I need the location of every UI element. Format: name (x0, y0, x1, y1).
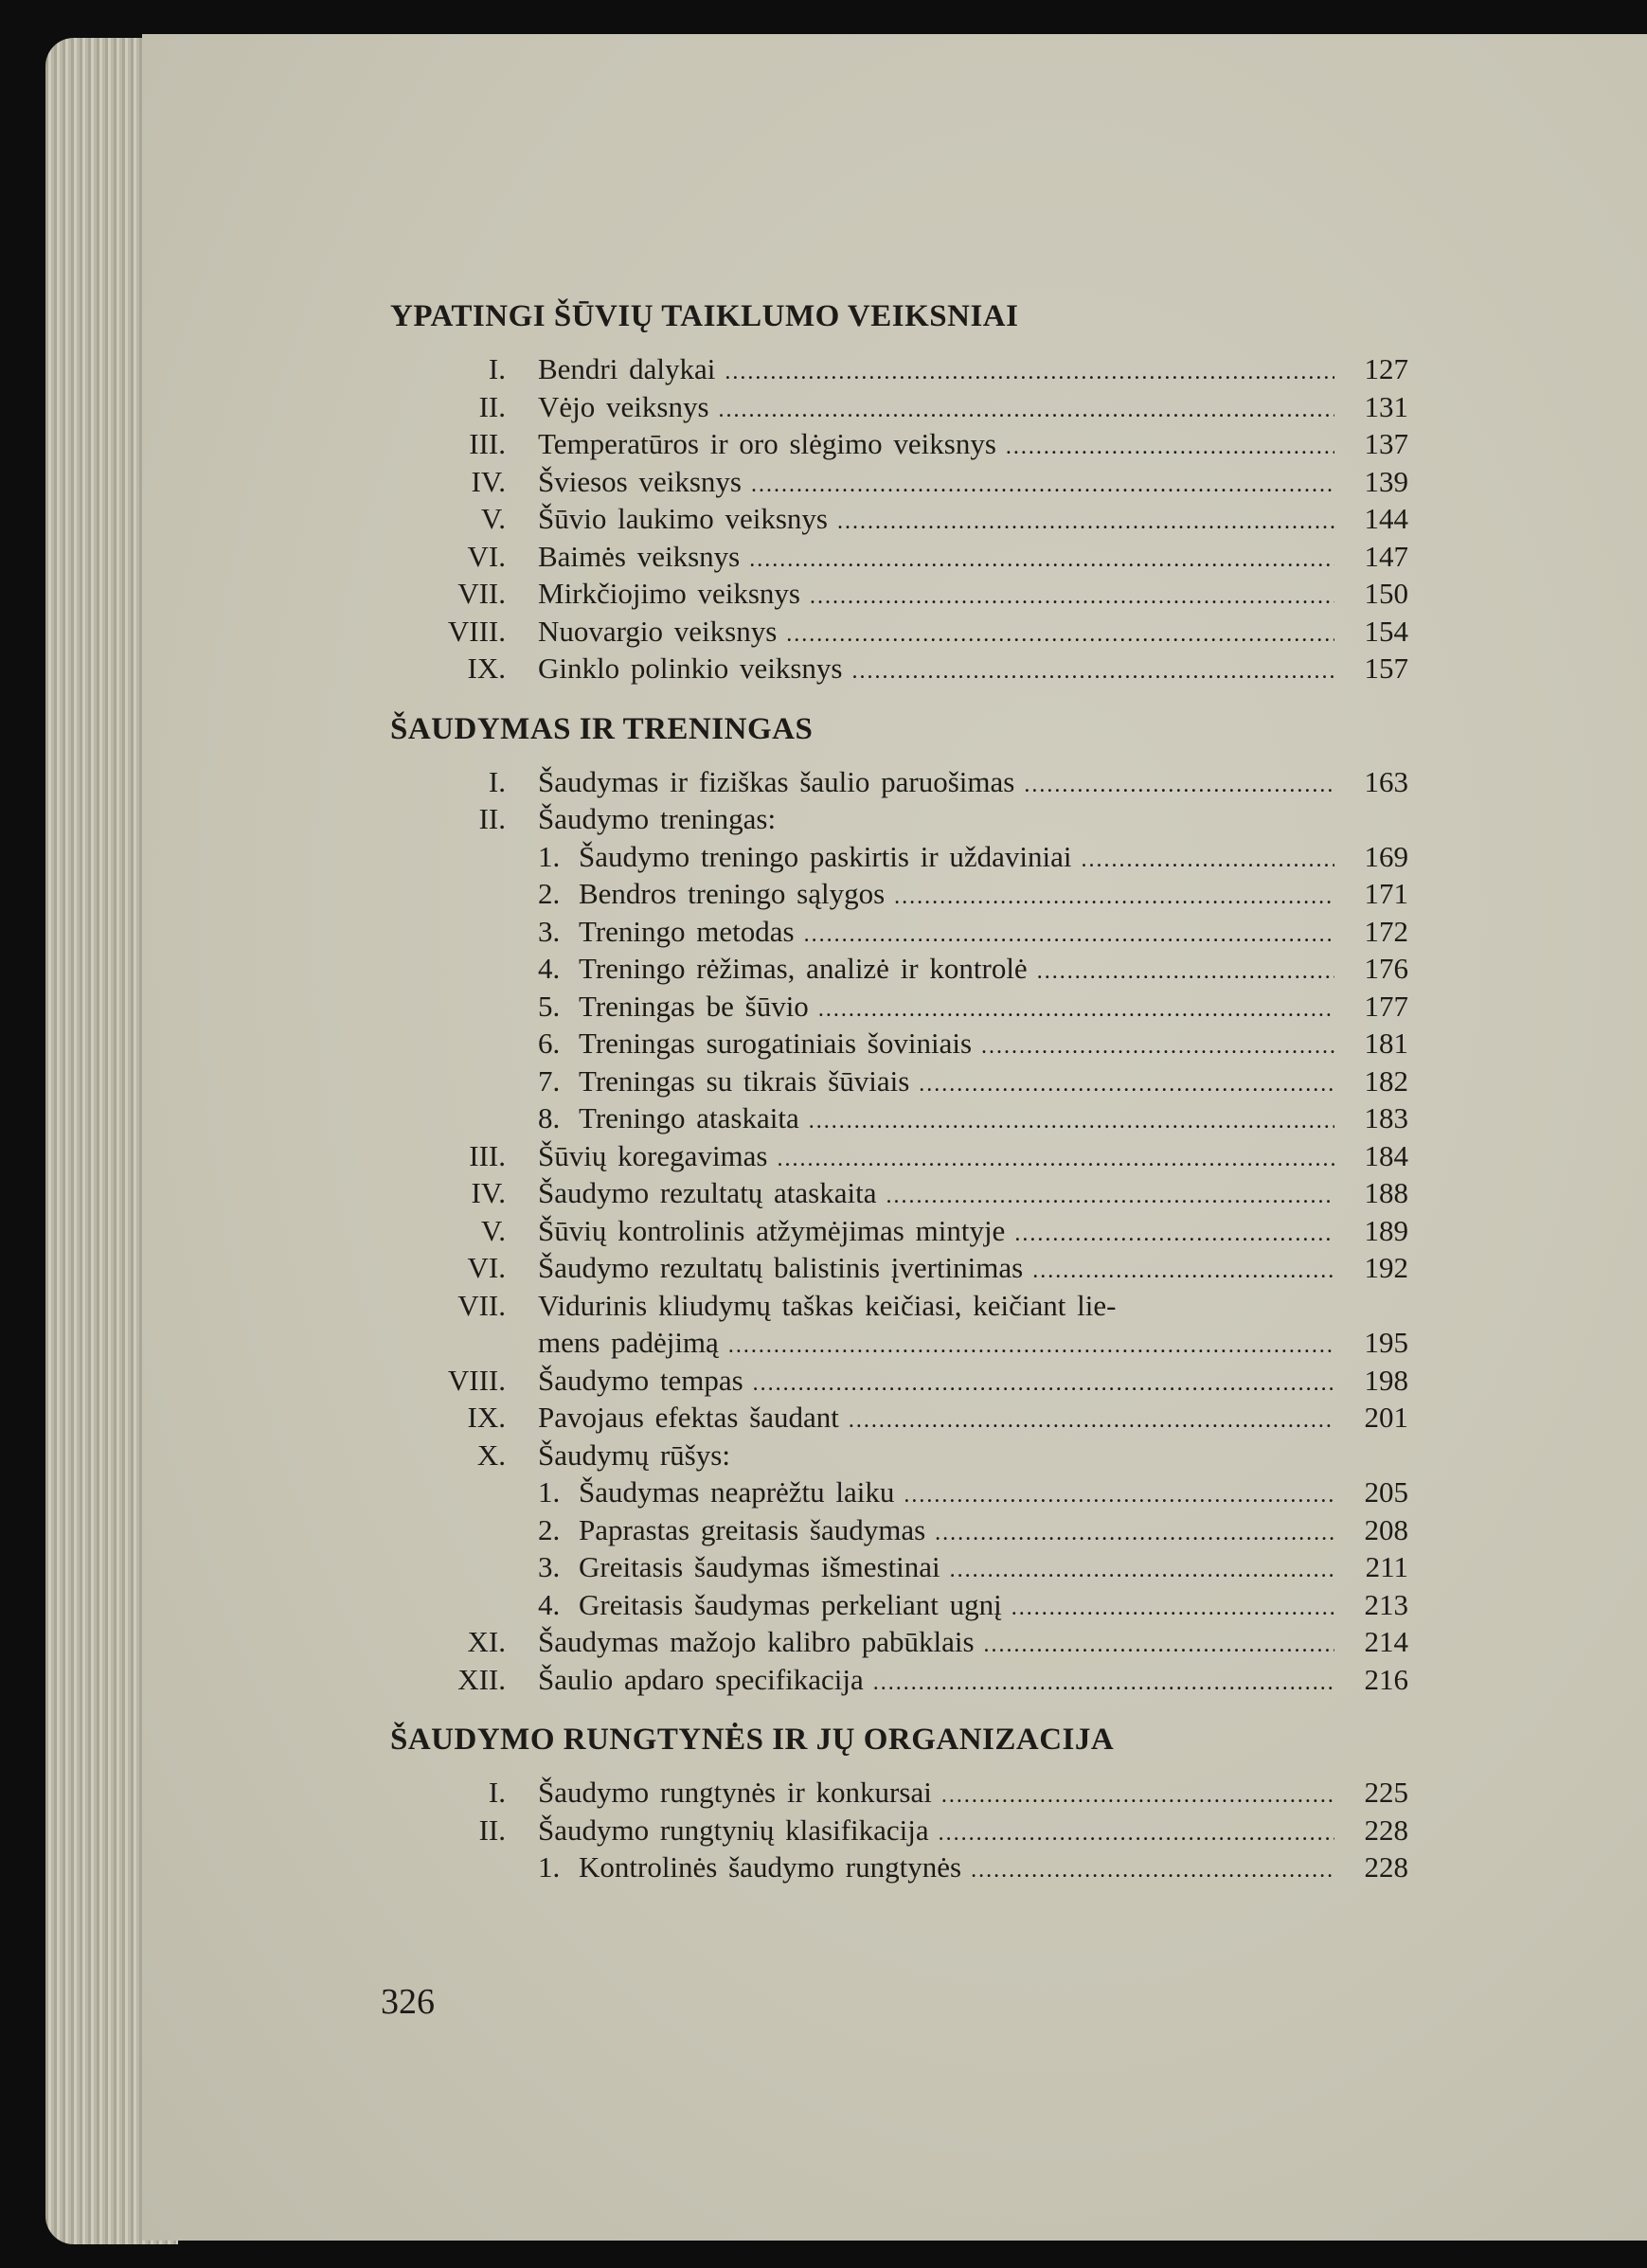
toc-entry (390, 1812, 1408, 1849)
toc-entry (390, 875, 1408, 913)
dot-leader (873, 1665, 1334, 1703)
dot-leader (935, 1515, 1334, 1553)
sub-entry-number: 1. (538, 1475, 561, 1509)
entry-title: Bendros treningo sąlygos (579, 877, 886, 910)
sub-entry-number: 3. (538, 914, 561, 948)
dot-leader (1006, 429, 1334, 467)
entry-page: 137 (1364, 427, 1408, 460)
entry-title: Šūvių kontrolinis atžymėjimas mintyje (538, 1213, 1006, 1247)
toc-entry (390, 1137, 1408, 1175)
entry-title: Šaudymo rezultatų balistinis įvertinimas (538, 1251, 1024, 1284)
dot-leader (810, 579, 1334, 616)
dot-leader (1082, 842, 1334, 880)
entry-title-continuation: mens padėjimą (538, 1326, 719, 1359)
entry-page: 205 (1364, 1475, 1408, 1509)
entry-page: 183 (1364, 1101, 1408, 1134)
entry-title: Šaudymas ir fiziškas šaulio paruošimas (538, 764, 1015, 798)
entry-page: 216 (1364, 1662, 1408, 1696)
entry-title: Ginklo polinkio veiksnys (538, 652, 843, 685)
page-number: 326 (381, 1982, 435, 2022)
dot-leader (728, 1328, 1334, 1366)
sub-entry-number: 2. (538, 877, 561, 910)
dot-leader (1014, 1216, 1334, 1254)
entry-roman-numeral: I. (488, 764, 506, 798)
toc-entry (390, 1548, 1408, 1586)
dot-leader (818, 991, 1334, 1029)
toc-entry (390, 800, 1408, 838)
sub-entry-number: 6. (538, 1027, 561, 1060)
toc-entry (390, 950, 1408, 988)
entry-title: Šviesos veiksnys (538, 464, 742, 498)
toc-entry (390, 1025, 1408, 1063)
toc-entry (390, 613, 1408, 651)
dot-leader (1037, 954, 1334, 991)
toc-entry (390, 463, 1408, 501)
entry-roman-numeral: I. (488, 352, 506, 385)
entry-page: 225 (1364, 1776, 1408, 1809)
toc-entry (390, 1511, 1408, 1549)
entry-roman-numeral: VII. (457, 577, 506, 610)
dot-leader (809, 1103, 1334, 1141)
entry-title: Bendri dalykai (538, 352, 716, 385)
dot-leader (939, 1815, 1334, 1853)
spacer (390, 750, 1408, 763)
section-heading: YPATINGI ŠŪVIŲ TAIKLUMO VEIKSNIAI (390, 299, 1019, 333)
sub-entry-number: 3. (538, 1550, 561, 1583)
entry-page: 228 (1364, 1850, 1408, 1884)
entry-page: 131 (1364, 389, 1408, 423)
dot-leader (719, 392, 1334, 430)
sub-entry-number: 2. (538, 1512, 561, 1546)
dot-leader (786, 616, 1334, 654)
entry-roman-numeral: IX. (467, 652, 506, 685)
entry-title: Treningas be šūvio (579, 989, 809, 1023)
dot-leader (751, 467, 1334, 505)
entry-roman-numeral: II. (478, 802, 506, 835)
toc-entry (390, 1362, 1408, 1400)
entry-page: 198 (1364, 1363, 1408, 1397)
entry-page: 163 (1364, 764, 1408, 798)
entry-page: 208 (1364, 1512, 1408, 1546)
toc-entry (390, 1174, 1408, 1212)
entry-roman-numeral: VII. (457, 1288, 506, 1322)
dot-leader (837, 504, 1334, 542)
entry-roman-numeral: II. (478, 389, 506, 423)
entry-title: Vėjo veiksnys (538, 389, 709, 423)
entry-roman-numeral: I. (488, 1776, 506, 1809)
entry-page: 154 (1364, 614, 1408, 648)
entry-page: 139 (1364, 464, 1408, 498)
dot-leader (984, 1627, 1334, 1665)
entry-title: Kontrolinės šaudymo rungtynės (579, 1850, 962, 1884)
sub-entry-number: 5. (538, 989, 561, 1023)
dot-leader (1032, 1253, 1334, 1291)
entry-page: 157 (1364, 652, 1408, 685)
entry-title: Treningas surogatiniais šoviniais (579, 1027, 973, 1060)
toc-entry (390, 913, 1408, 951)
toc-entry (390, 1661, 1408, 1699)
toc-entry (390, 350, 1408, 388)
dot-leader (919, 1066, 1334, 1104)
entry-page: 201 (1364, 1401, 1408, 1434)
entry-page: 144 (1364, 502, 1408, 535)
entry-page: 150 (1364, 577, 1408, 610)
dot-leader (778, 1141, 1335, 1179)
dot-leader (886, 1178, 1335, 1216)
entry-title: Šaudymo rungtynės ir konkursai (538, 1776, 932, 1809)
entry-roman-numeral: XII. (457, 1662, 506, 1696)
spacer (390, 1760, 1408, 1774)
entry-title: Treningas su tikrais šūviais (579, 1063, 910, 1098)
entry-page: 184 (1364, 1138, 1408, 1172)
entry-roman-numeral: IX. (467, 1401, 506, 1434)
entry-page: 171 (1364, 877, 1408, 910)
sub-entry-number: 1. (538, 1850, 561, 1884)
toc-entry (390, 1774, 1408, 1812)
entry-page: 182 (1364, 1063, 1408, 1098)
entry-roman-numeral: IV. (471, 464, 506, 498)
entry-title: Šaudymų rūšys: (538, 1438, 730, 1472)
toc-entry (390, 575, 1408, 613)
dot-leader (904, 1477, 1334, 1515)
toc-entry (390, 1063, 1408, 1100)
dot-leader (894, 879, 1334, 917)
entry-roman-numeral: V. (480, 502, 506, 535)
toc-entry (390, 1473, 1408, 1511)
sub-entry-number: 4. (538, 952, 561, 985)
sub-entry-number: 7. (538, 1063, 561, 1098)
sub-entry-number: 8. (538, 1101, 561, 1134)
entry-page: 189 (1364, 1213, 1408, 1247)
entry-title: Šaulio apdaro specifikacija (538, 1662, 864, 1696)
table-of-contents (390, 295, 1408, 1886)
dot-leader (749, 542, 1334, 580)
section-heading: ŠAUDYMO RUNGTYNĖS IR JŲ ORGANIZACIJA (390, 1723, 1115, 1757)
toc-entry (390, 763, 1408, 801)
dot-leader (725, 354, 1334, 392)
entry-roman-numeral: VIII. (447, 614, 506, 648)
entry-roman-numeral: X. (476, 1438, 506, 1472)
section-heading: ŠAUDYMAS IR TRENINGAS (390, 711, 814, 746)
entry-title: Šaudymas mažojo kalibro pabūklais (538, 1625, 975, 1658)
entry-page: 169 (1364, 839, 1408, 873)
entry-title: Šaudymo tempas (538, 1363, 743, 1397)
entry-title: Temperatūros ir oro slėgimo veiksnys (538, 427, 996, 460)
entry-page: 176 (1364, 952, 1408, 985)
dot-leader (1024, 767, 1334, 805)
entry-page: 188 (1364, 1176, 1408, 1209)
entry-roman-numeral: VI. (467, 539, 506, 573)
entry-page: 172 (1364, 914, 1408, 948)
toc-entry (390, 1212, 1408, 1250)
entry-page: 181 (1364, 1027, 1408, 1060)
entry-roman-numeral: VI. (467, 1251, 506, 1284)
entry-page: 211 (1365, 1550, 1408, 1583)
entry-roman-numeral: XI. (467, 1625, 506, 1658)
toc-entry (390, 1287, 1408, 1325)
toc-entry (390, 650, 1408, 688)
toc-entry (390, 1586, 1408, 1624)
entry-page: 228 (1364, 1813, 1408, 1847)
toc-entry-continuation (390, 1324, 1408, 1362)
entry-roman-numeral: IV. (471, 1176, 506, 1209)
dot-leader (971, 1852, 1334, 1890)
toc-entry (390, 1249, 1408, 1287)
entry-title: Treningo metodas (579, 914, 795, 948)
toc-entry (390, 1399, 1408, 1437)
entry-roman-numeral: III. (469, 427, 506, 460)
entry-title: Treningo rėžimas, analizė ir kontrolė (579, 952, 1028, 985)
entry-roman-numeral: V. (480, 1213, 506, 1247)
toc-entry (390, 425, 1408, 463)
entry-title: Pavojaus efektas šaudant (538, 1401, 839, 1434)
entry-title: Treningo ataskaita (579, 1101, 799, 1134)
toc-entry (390, 1099, 1408, 1137)
entry-roman-numeral: III. (469, 1138, 506, 1172)
entry-title: Paprastas greitasis šaudymas (579, 1512, 926, 1546)
toc-entry (390, 500, 1408, 538)
toc-entry (390, 1437, 1408, 1474)
toc-entry (390, 988, 1408, 1026)
toc-entry (390, 538, 1408, 576)
entry-title: Šaudymo treningas: (538, 802, 777, 835)
entry-page: 214 (1364, 1625, 1408, 1658)
entry-title: Šaudymas neaprėžtu laiku (579, 1475, 895, 1509)
entry-title: Nuovargio veiksnys (538, 614, 778, 648)
entry-page: 177 (1364, 989, 1408, 1023)
entry-page: 127 (1364, 352, 1408, 385)
toc-entry (390, 1623, 1408, 1661)
dot-leader (1011, 1590, 1334, 1628)
dot-leader (950, 1552, 1334, 1590)
entry-title: Šaudymo rezultatų ataskaita (538, 1176, 877, 1209)
entry-title: Šaudymo treningo paskirtis ir uždaviniai (579, 839, 1072, 873)
entry-page: 213 (1364, 1587, 1408, 1621)
toc-entry (390, 1848, 1408, 1886)
dot-leader (851, 653, 1334, 691)
spacer (390, 337, 1408, 350)
entry-title: Greitasis šaudymas išmestinai (579, 1550, 940, 1583)
sub-entry-number: 1. (538, 839, 561, 873)
dot-leader (941, 1777, 1334, 1815)
entry-title: Šaudymo rungtynių klasifikacija (538, 1813, 929, 1847)
sub-entry-number: 4. (538, 1587, 561, 1621)
dot-leader (804, 917, 1334, 955)
toc-entry (390, 388, 1408, 426)
entry-page: 192 (1364, 1251, 1408, 1284)
entry-title: Šūvio laukimo veiksnys (538, 502, 828, 535)
entry-title: Vidurinis kliudymų taškas keičiasi, keičiant lie- (538, 1288, 1117, 1322)
entry-title: Greitasis šaudymas perkeliant ugnį (579, 1587, 1002, 1621)
entry-roman-numeral: II. (478, 1813, 506, 1847)
toc-entry (390, 838, 1408, 876)
entry-roman-numeral: VIII. (447, 1363, 506, 1397)
dot-leader (849, 1402, 1334, 1440)
entry-page: 147 (1364, 539, 1408, 573)
entry-page: 195 (1364, 1326, 1408, 1359)
entry-title: Šūvių koregavimas (538, 1138, 768, 1172)
entry-title: Baimės veiksnys (538, 539, 741, 573)
entry-title: Mirkčiojimo veiksnys (538, 577, 800, 610)
dot-leader (981, 1028, 1334, 1066)
dot-leader (753, 1366, 1334, 1403)
